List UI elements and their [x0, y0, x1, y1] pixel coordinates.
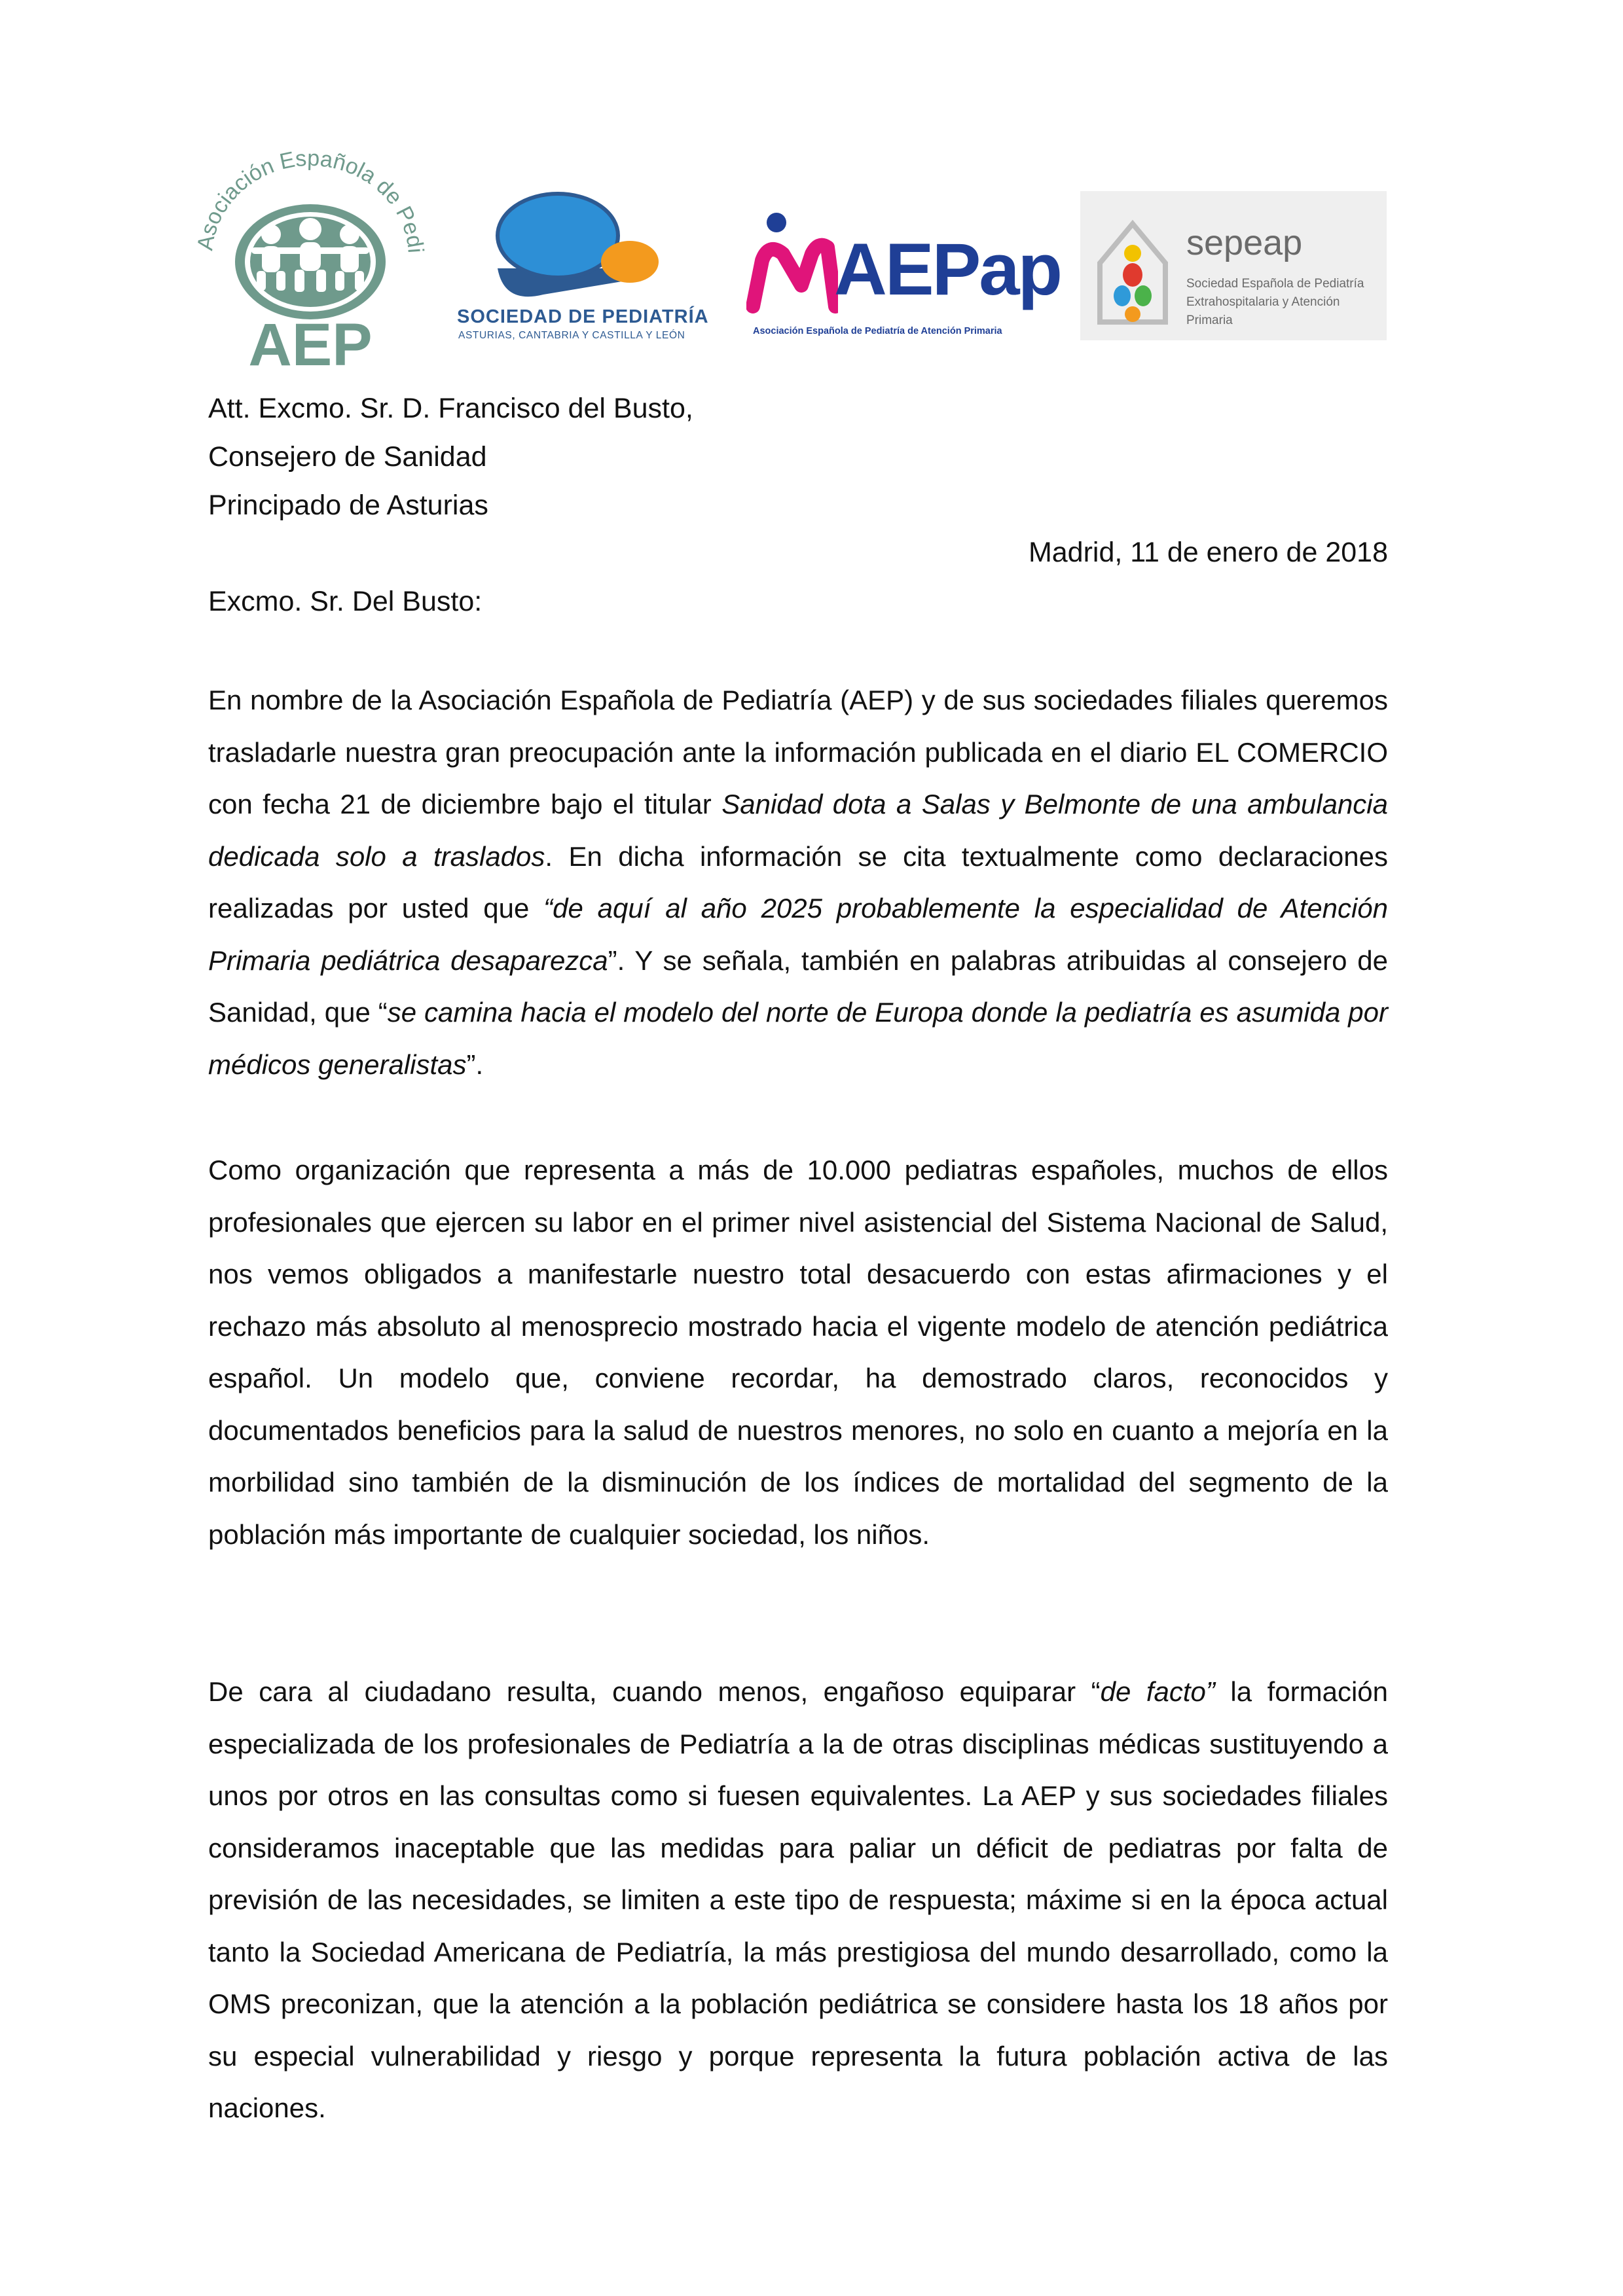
paragraph-1-text-c: . En dicha información se cita textualmente como declaraciones realizadas por usted que	[208, 840, 1388, 924]
sociedad-pediatria-logo	[452, 190, 727, 347]
speech-bubbles-icon	[452, 190, 727, 304]
paragraph-3-text-a: De cara al ciudadano resulta, cuando menos, engañoso equiparar “	[208, 1676, 1101, 1707]
recipient-line-1: Att. Excmo. Sr. D. Francisco del Busto,	[208, 393, 693, 424]
letter-date: Madrid, 11 de enero de 2018	[1028, 537, 1388, 568]
paragraph-1-text-a: En nombre de la Asociación Española de Pediatría (AEP) y de sus sociedades filiales queremos trasladarle nuestra gran preocupación ante la información publicada en el diario EL COMERCIO con fecha 21 de diciembre bajo el titular	[208, 685, 1388, 819]
aepap-logo	[746, 208, 1061, 346]
sociedad-pediatria-name: SOCIEDAD DE PEDIATRÍA	[457, 306, 709, 327]
sepeap-house-icon	[1080, 191, 1178, 340]
sepeap-name: sepeap	[1186, 223, 1303, 262]
recipient-line-2: Consejero de Sanidad	[208, 441, 487, 473]
aep-emblem	[186, 149, 441, 372]
sepeap-full-name-line2: Extrahospitalaria y Atención Primaria	[1186, 295, 1340, 327]
aep-arc-text: Asociación Española de Pedi	[192, 149, 428, 254]
sepeap-logo	[1080, 191, 1387, 340]
paragraph-2: Como organización que representa a más de 10.000 pediatras españoles, muchos de ellos profesionales que ejercen su labor en el primer nivel asistencial del Sistema Nacional de Salud, nos vemos obligados a manifestarle nuestro total desacuerdo con estas afirmaciones y el rechazo más absoluto al menosprecio mostrado hacia el vigente modelo de atención pediátrica español. Un modelo que, conviene recordar, ha demostrado claros, reconocidos y documentados beneficios para la salud de nuestros menores, no solo en cuanto a mejoría en la morbilidad sino también de la disminución de los índices de mortalidad del segmento de la población más importante de cualquier sociedad, los niños.	[208, 1155, 1388, 1550]
paragraph-1-text-g: ”.	[466, 1049, 484, 1080]
paragraph-3-de-facto: de facto”	[1100, 1676, 1215, 1707]
aepap-name: AEPap	[834, 228, 1061, 310]
paragraph-3	[208, 1666, 1388, 2134]
aep-logo	[186, 149, 441, 372]
paragraph-1-headline: Sanidad dota a Salas y Belmonte de una ambulancia dedicada solo a traslados	[208, 789, 1388, 872]
sociedad-pediatria-region: ASTURIAS, CANTABRIA Y CASTILLA Y LEÓN	[458, 330, 685, 341]
paragraph-1-quote-2: se camina hacia el modelo del norte de Europa donde la pediatría es asumida por médicos generalistas	[208, 997, 1388, 1080]
aep-initials: AEP	[248, 312, 373, 372]
paragraph-1-quote-1: “de aquí al año 2025 probablemente la especialidad de Atención Primaria pediátrica desaparezca	[208, 893, 1389, 976]
aepap-full-name: Asociación Española de Pediatría de Atención Primaria	[753, 326, 1002, 336]
aepap-figure-icon	[746, 208, 838, 323]
paragraph-1	[208, 674, 1388, 1090]
sepeap-full-name-line1: Sociedad Española de Pediatría	[1186, 277, 1364, 291]
salutation: Excmo. Sr. Del Busto:	[208, 586, 483, 617]
sepeap-full-name	[1186, 275, 1383, 330]
paragraph-1-text-e: ”. Y se señala, también en palabras atribuidas al consejero de Sanidad, que “	[208, 944, 1388, 1028]
recipient-line-3: Principado de Asturias	[208, 490, 488, 521]
paragraph-3-text-c: la formación especializada de los profesionales de Pediatría a la de otras disciplinas médicas sustituyendo a unos por otros en las consultas como si fuesen equivalentes. La AEP y sus sociedades filiales consideramos inaceptable que las medidas para paliar un déficit de pediatras por falta de previsión de las necesidades, se limiten a este tipo de respuesta; máxime si en la época actual tanto la Sociedad Americana de Pediatría, la más prestigiosa del mundo desarrollado, como la OMS preconizan, que la atención a la población pediátrica se considere hasta los 18 años por su especial vulnerabilidad y riesgo y porque representa la futura población activa de las naciones.	[208, 1676, 1388, 2123]
